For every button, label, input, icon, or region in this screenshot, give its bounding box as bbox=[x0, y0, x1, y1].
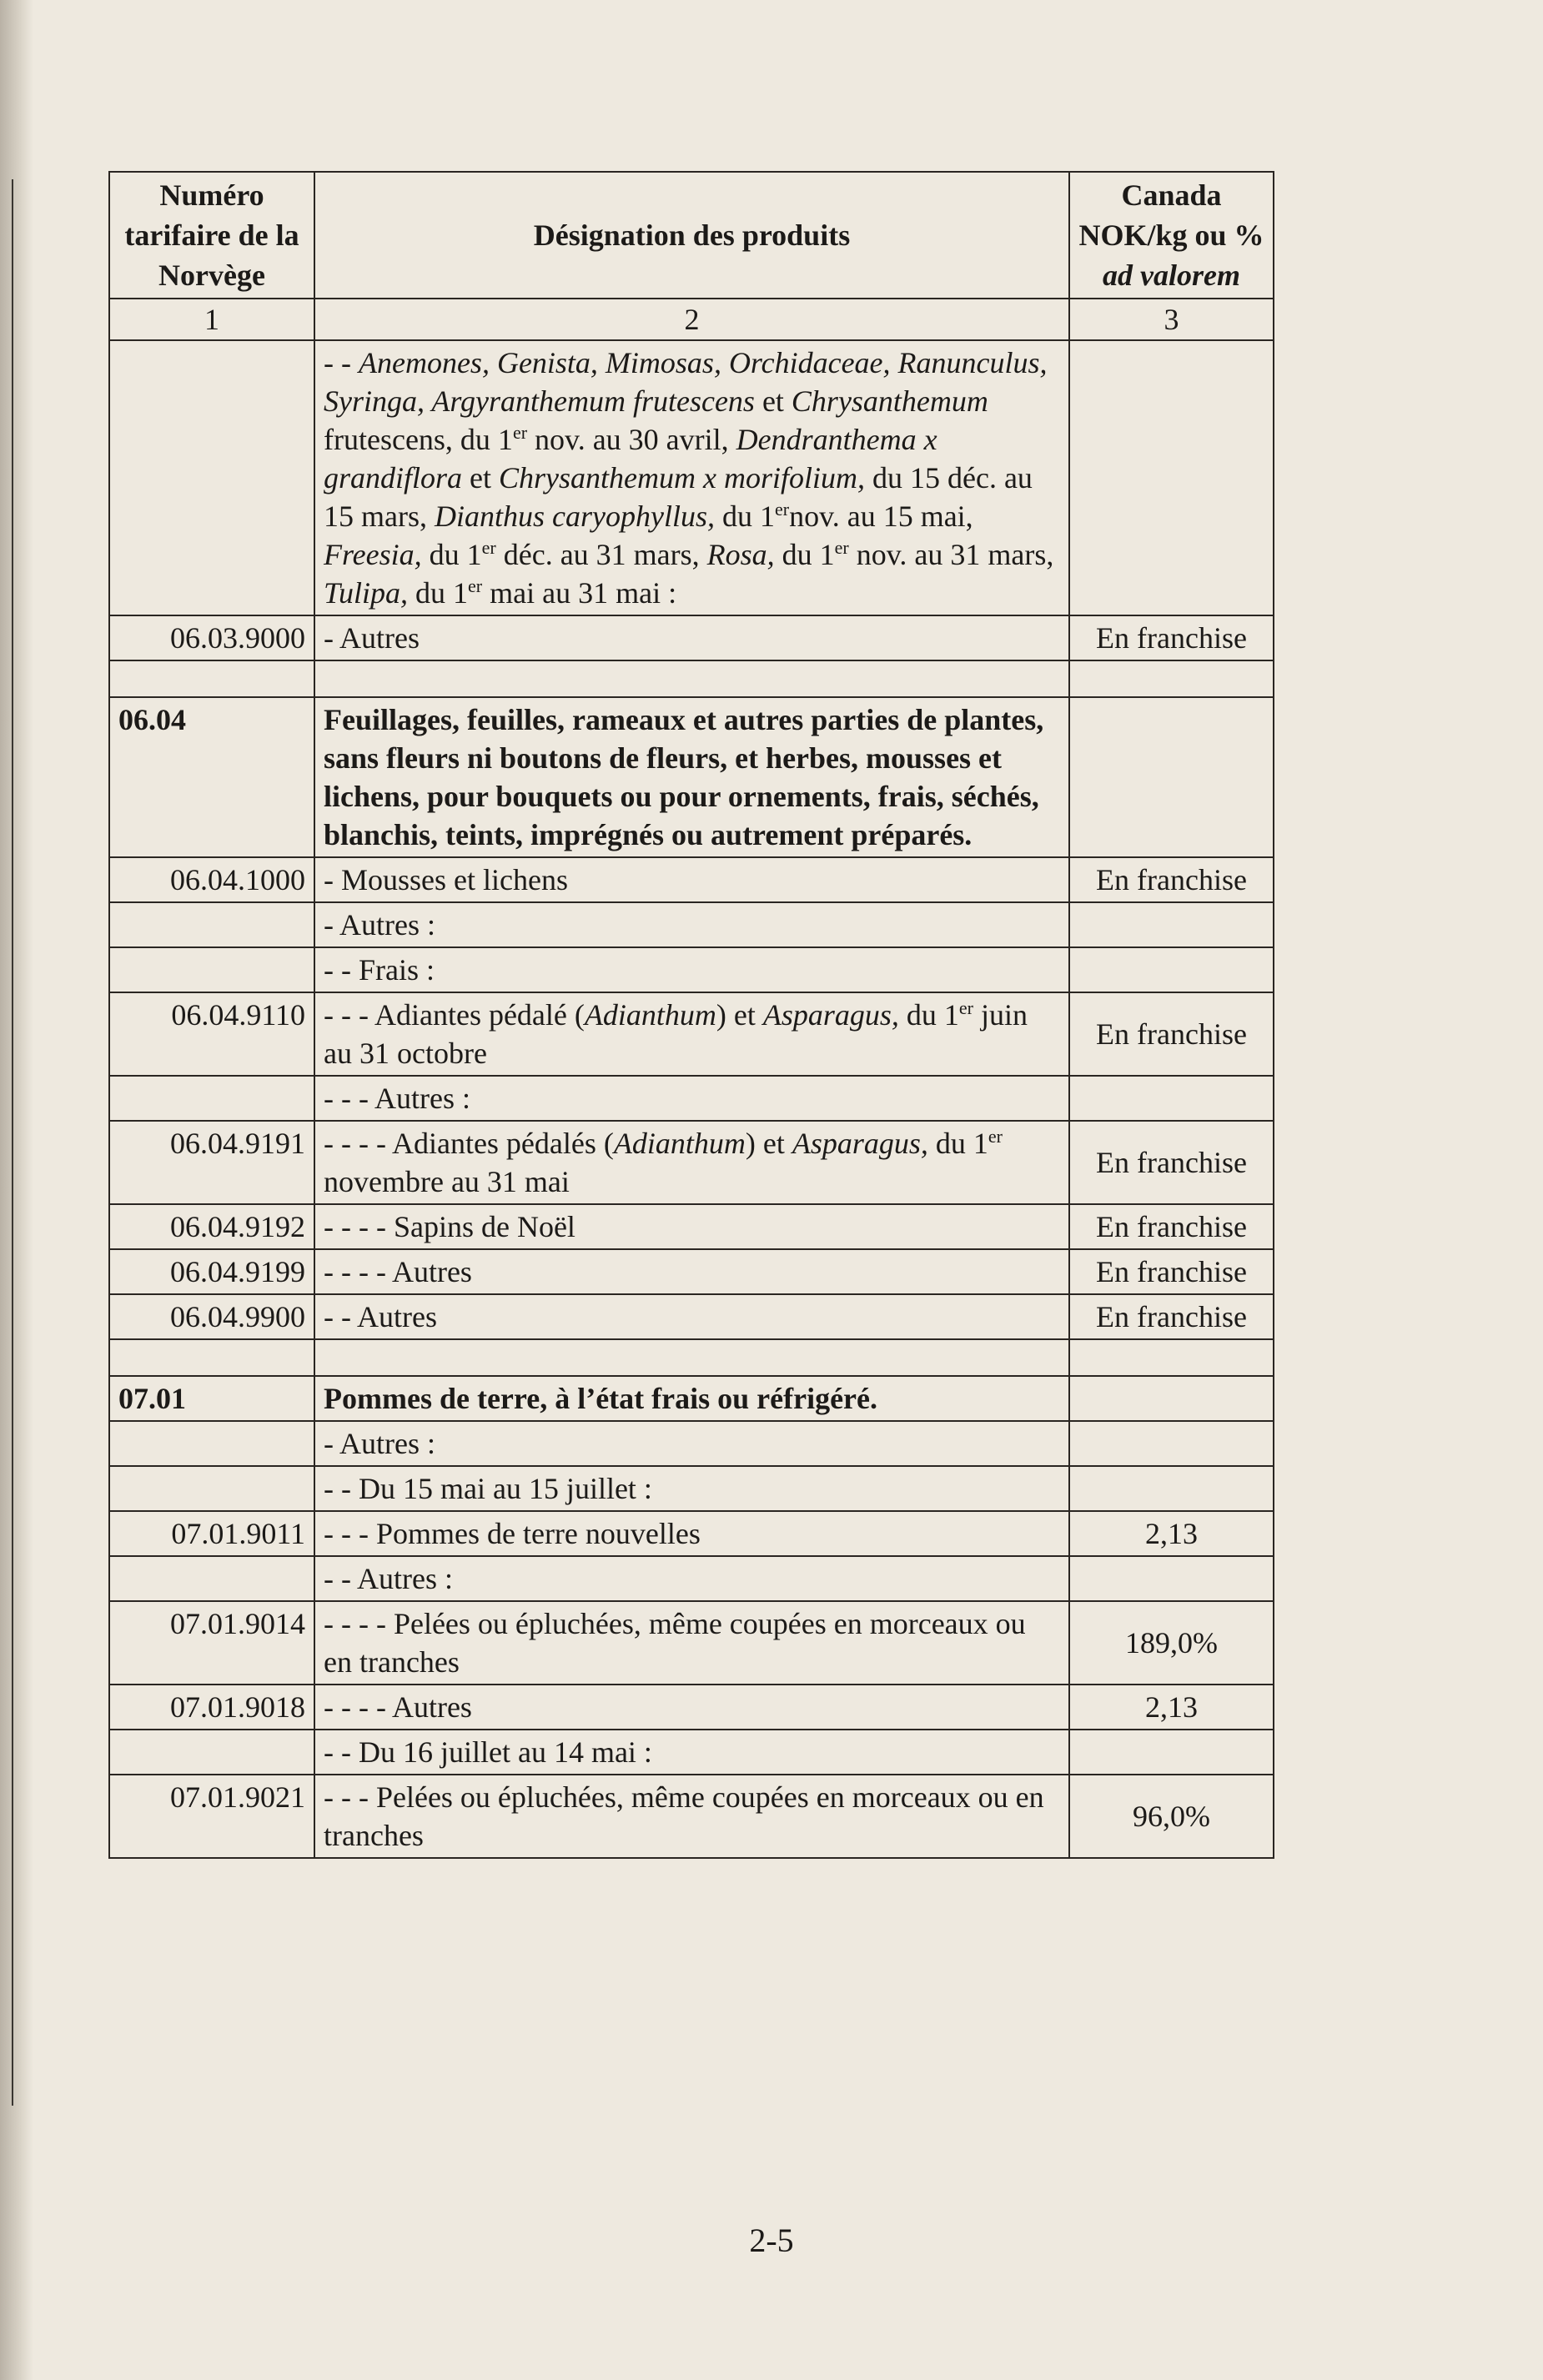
subheading-description: - - Du 16 juillet au 14 mai : bbox=[314, 1730, 1069, 1775]
table-row-subheading bbox=[109, 1421, 1274, 1466]
subheading-description: - Autres : bbox=[314, 1421, 1069, 1466]
rate-value: En franchise bbox=[1069, 1294, 1274, 1339]
empty-rate-cell bbox=[1069, 902, 1274, 947]
heading-description: Pommes de terre, à l’état frais ou réfrigéré. bbox=[314, 1376, 1069, 1421]
rate-value: En franchise bbox=[1069, 1204, 1274, 1249]
rate-value: En franchise bbox=[1069, 857, 1274, 902]
empty-code-cell bbox=[109, 1556, 314, 1601]
table-row-subheading bbox=[109, 1730, 1274, 1775]
subheading-description: - - Autres : bbox=[314, 1556, 1069, 1601]
table-row bbox=[109, 1685, 1274, 1730]
tariff-code: 06.04.9900 bbox=[109, 1294, 314, 1339]
previous-page-edge bbox=[0, 179, 13, 2106]
product-description: - - - - Adiantes pédalés (Adianthum) et Asparagus, du 1er novembre au 31 mai bbox=[314, 1121, 1069, 1204]
header-row bbox=[109, 172, 1274, 299]
tariff-code: 07.01.9011 bbox=[109, 1511, 314, 1556]
tariff-table bbox=[108, 171, 1274, 1859]
product-description: - - - - Pelées ou épluchées, même coupées en morceaux ou en tranches bbox=[314, 1601, 1069, 1685]
product-description: - - - Pommes de terre nouvelles bbox=[314, 1511, 1069, 1556]
empty-rate-cell bbox=[1069, 1556, 1274, 1601]
table-row-subheading bbox=[109, 1466, 1274, 1511]
table-row bbox=[109, 1204, 1274, 1249]
page-number: 2-5 bbox=[749, 2222, 794, 2259]
tariff-code: 06.04.9199 bbox=[109, 1249, 314, 1294]
empty-code-cell bbox=[109, 902, 314, 947]
empty-code-cell bbox=[109, 947, 314, 992]
table-row-heading bbox=[109, 697, 1274, 857]
rate-value: En franchise bbox=[1069, 615, 1274, 660]
empty-rate-cell bbox=[1069, 1421, 1274, 1466]
column-number-2: 2 bbox=[314, 299, 1069, 340]
tariff-table-container bbox=[108, 171, 1273, 1859]
empty-code-cell bbox=[109, 1466, 314, 1511]
product-description: - - Autres bbox=[314, 1294, 1069, 1339]
table-row bbox=[109, 857, 1274, 902]
tariff-code: 07.01.9018 bbox=[109, 1685, 314, 1730]
product-description: - Autres bbox=[314, 615, 1069, 660]
header-ad-valorem: ad valorem bbox=[1103, 259, 1240, 292]
table-row bbox=[109, 1775, 1274, 1858]
table-row-subheading bbox=[109, 1076, 1274, 1121]
empty-code-cell bbox=[109, 1076, 314, 1121]
product-description: - - - - Autres bbox=[314, 1685, 1069, 1730]
table-row-heading bbox=[109, 1376, 1274, 1421]
empty-rate-cell bbox=[1069, 1376, 1274, 1421]
table-row bbox=[109, 615, 1274, 660]
empty-rate-cell bbox=[1069, 1076, 1274, 1121]
rate-value: 2,13 bbox=[1069, 1685, 1274, 1730]
subheading-description: - Autres : bbox=[314, 902, 1069, 947]
header-canada-rate-text: Canada NOK/kg ou % bbox=[1078, 178, 1264, 252]
tariff-code: 07.01.9021 bbox=[109, 1775, 314, 1858]
rate-value: 96,0% bbox=[1069, 1775, 1274, 1858]
subheading-description: - - - Autres : bbox=[314, 1076, 1069, 1121]
column-number-row bbox=[109, 299, 1274, 340]
empty-rate-cell bbox=[1069, 1730, 1274, 1775]
tariff-code: 06.04.9110 bbox=[109, 992, 314, 1076]
empty-code-cell bbox=[109, 1730, 314, 1775]
empty-rate-cell bbox=[1069, 1466, 1274, 1511]
table-row-subheading bbox=[109, 947, 1274, 992]
table-row bbox=[109, 1121, 1274, 1204]
product-description: - - - Adiantes pédalé (Adianthum) et Asparagus, du 1er juin au 31 octobre bbox=[314, 992, 1069, 1076]
product-description: - Mousses et lichens bbox=[314, 857, 1069, 902]
heading-code: 07.01 bbox=[109, 1376, 314, 1421]
header-tariff-number: Numéro tarifaire de la Norvège bbox=[109, 172, 314, 299]
rate-value: 2,13 bbox=[1069, 1511, 1274, 1556]
intro-flowers-description: - - Anemones, Genista, Mimosas, Orchidaceae, Ranunculus, Syringa, Argyranthemum frutescens et Chrysanthemum frutescens, du 1er nov. au 30 avril, Dendranthema x grandiflora et Chrysanthemum x morifolium, du 15 déc. au 15 mars, Dianthus caryophyllus, du 1ernov. au 15 mai, Freesia, du 1er déc. au 31 mars, Rosa, du 1er nov. au 31 mars, Tulipa, du 1er mai au 31 mai : bbox=[314, 340, 1069, 615]
heading-code: 06.04 bbox=[109, 697, 314, 857]
table-row-subheading bbox=[109, 902, 1274, 947]
empty-rate-cell bbox=[1069, 697, 1274, 857]
product-description: - - - Pelées ou épluchées, même coupées en morceaux ou en tranches bbox=[314, 1775, 1069, 1858]
rate-value: En franchise bbox=[1069, 1249, 1274, 1294]
rate-value: 189,0% bbox=[1069, 1601, 1274, 1685]
table-row-subheading bbox=[109, 1556, 1274, 1601]
product-description: - - - - Sapins de Noël bbox=[314, 1204, 1069, 1249]
empty-code-cell bbox=[109, 1421, 314, 1466]
table-row bbox=[109, 1294, 1274, 1339]
column-number-3: 3 bbox=[1069, 299, 1274, 340]
table-row bbox=[109, 1511, 1274, 1556]
header-canada-rate bbox=[1069, 172, 1274, 299]
tariff-code: 06.04.9191 bbox=[109, 1121, 314, 1204]
heading-description: Feuillages, feuilles, rameaux et autres parties de plantes, sans fleurs ni boutons de fleurs, et herbes, mousses et lichens, pour bouquets ou pour ornements, frais, séchés, blanchis, teints, imprégnés ou autrement préparés. bbox=[314, 697, 1069, 857]
rate-value: En franchise bbox=[1069, 1121, 1274, 1204]
column-number-1: 1 bbox=[109, 299, 314, 340]
rate-value: En franchise bbox=[1069, 992, 1274, 1076]
tariff-code: 06.03.9000 bbox=[109, 615, 314, 660]
empty-rate-cell bbox=[1069, 947, 1274, 992]
product-description: - - - - Autres bbox=[314, 1249, 1069, 1294]
empty-rate-cell bbox=[1069, 340, 1274, 615]
table-row bbox=[109, 1601, 1274, 1685]
table-row-intro bbox=[109, 340, 1274, 615]
spacer-row bbox=[109, 660, 1274, 697]
tariff-code: 06.04.1000 bbox=[109, 857, 314, 902]
header-product-designation: Désignation des produits bbox=[314, 172, 1069, 299]
subheading-description: - - Du 15 mai au 15 juillet : bbox=[314, 1466, 1069, 1511]
subheading-description: - - Frais : bbox=[314, 947, 1069, 992]
spacer-row bbox=[109, 1339, 1274, 1376]
table-row bbox=[109, 992, 1274, 1076]
empty-code-cell bbox=[109, 340, 314, 615]
tariff-code: 06.04.9192 bbox=[109, 1204, 314, 1249]
tariff-code: 07.01.9014 bbox=[109, 1601, 314, 1685]
table-row bbox=[109, 1249, 1274, 1294]
